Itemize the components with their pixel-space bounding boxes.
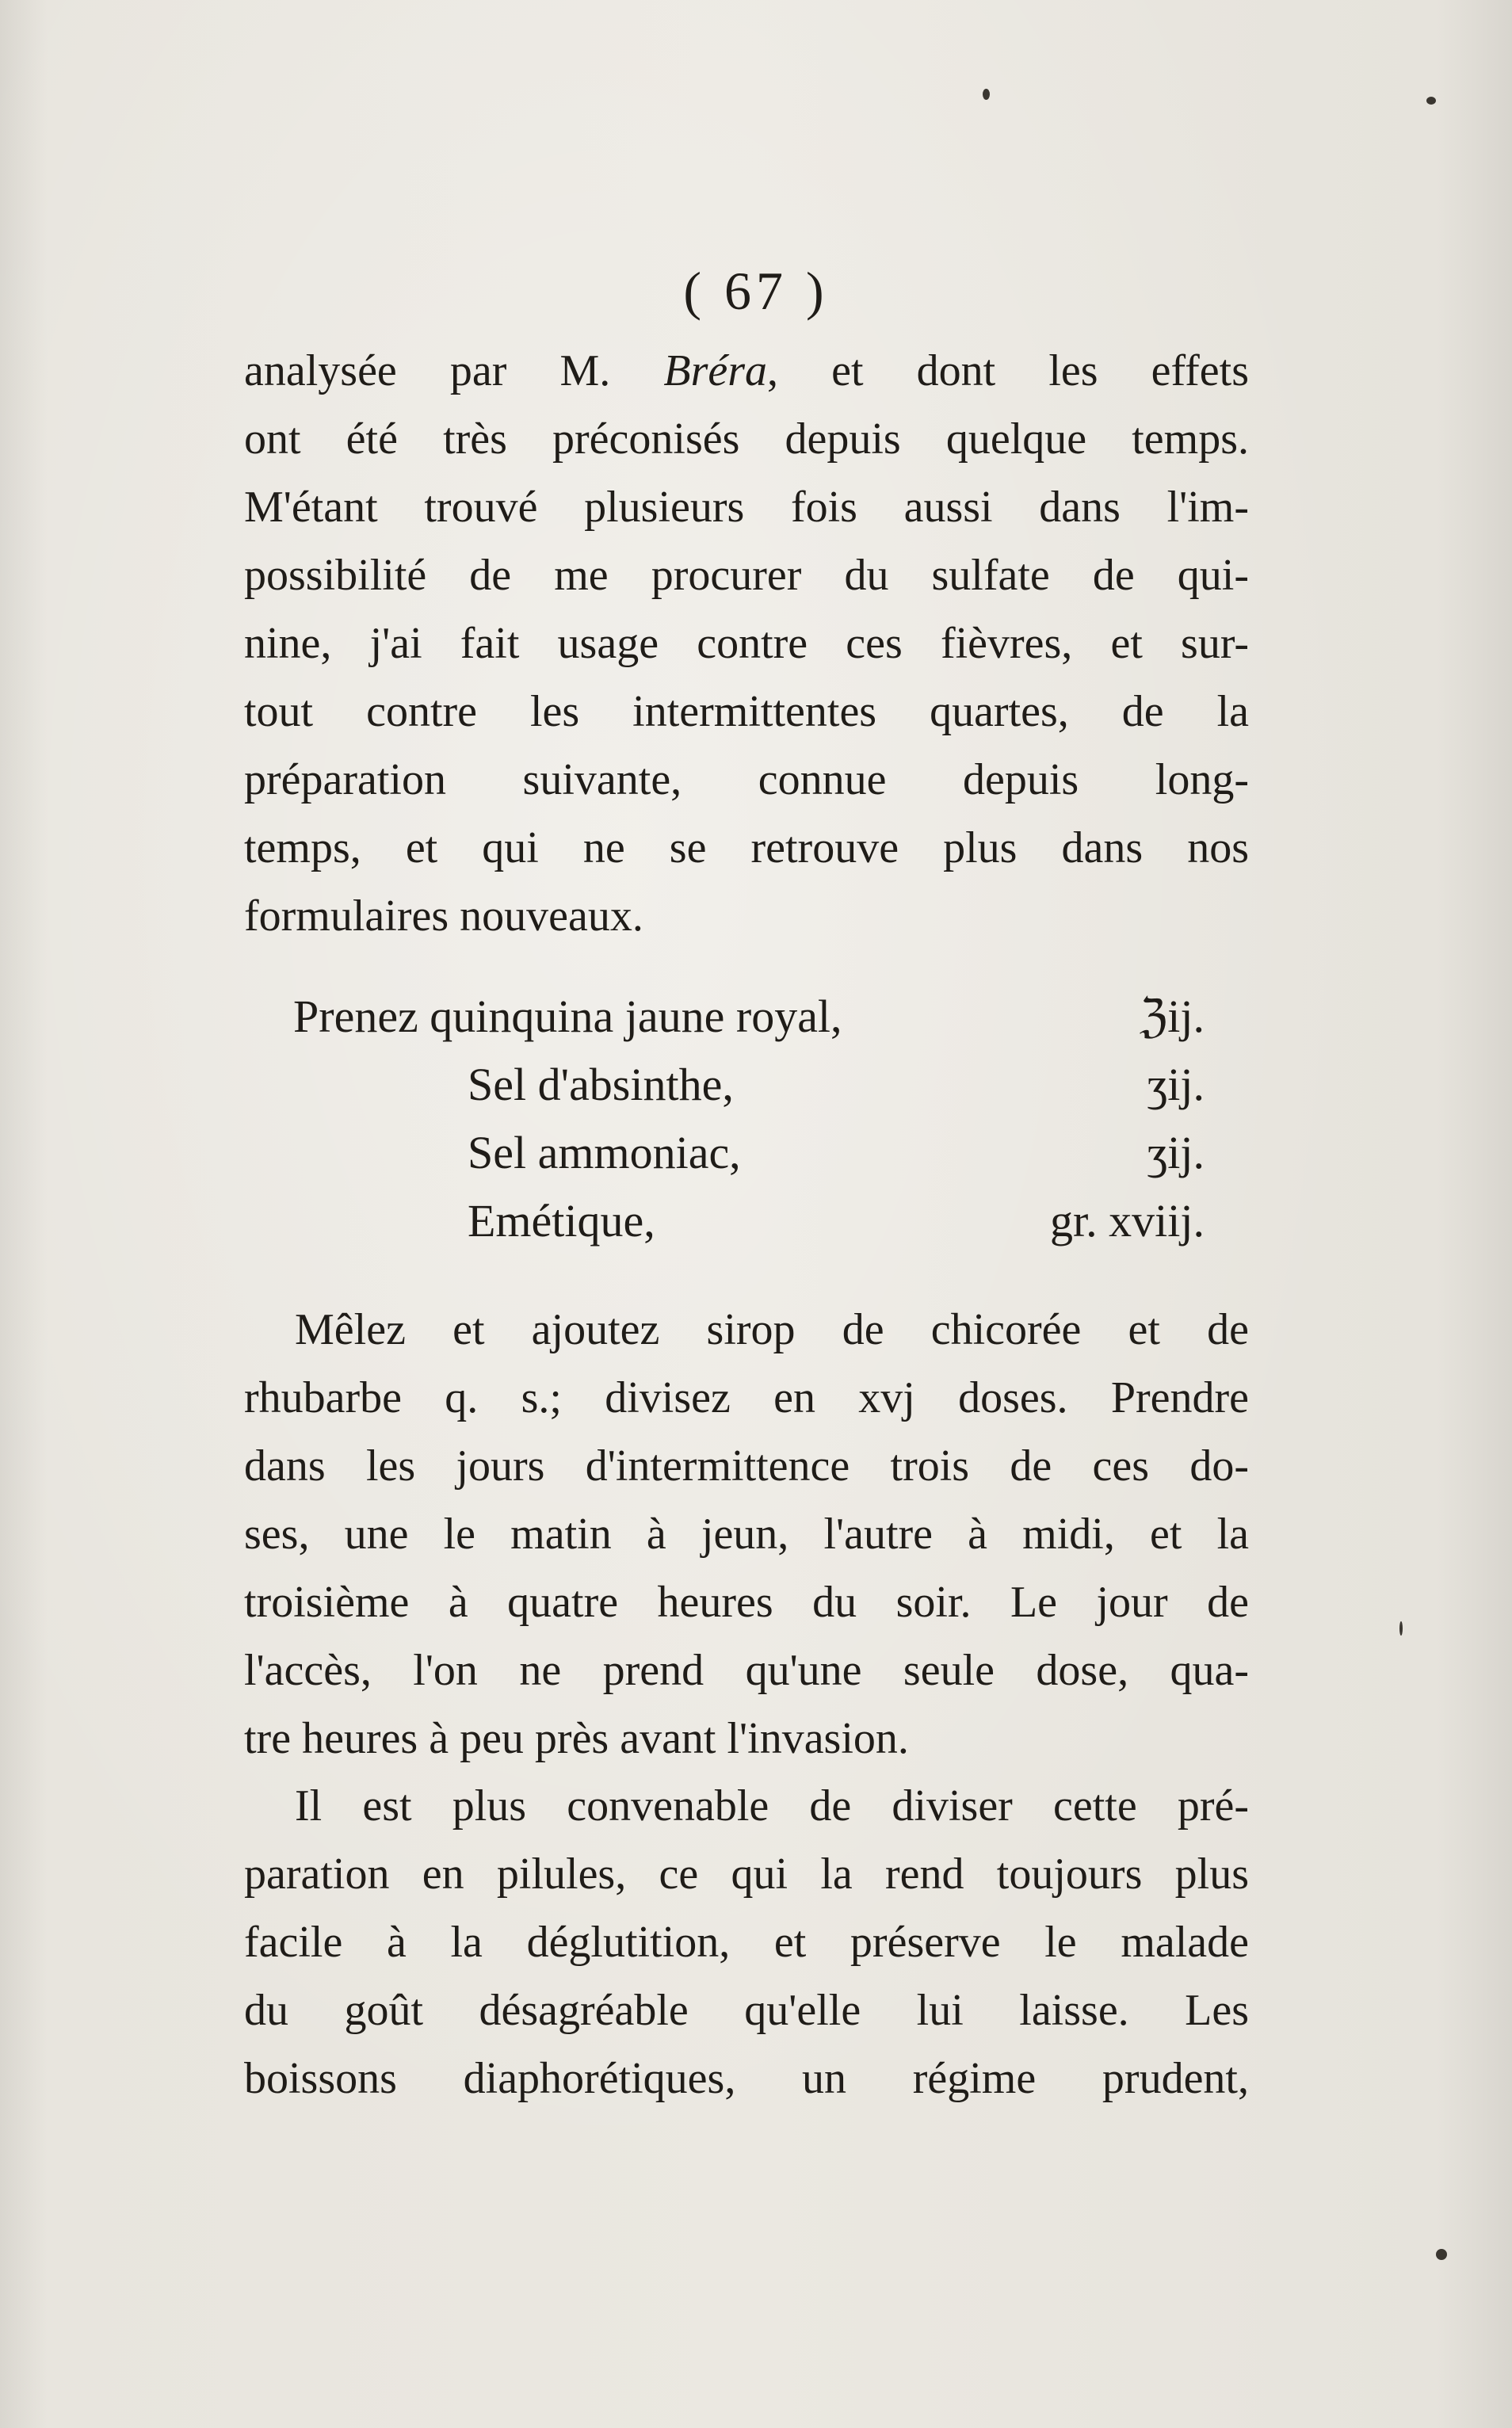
text-line: boissons diaphorétiques, un régime prudent, (244, 2054, 1249, 2103)
ink-speck (1426, 97, 1436, 105)
recipe-row (293, 1051, 1205, 1119)
recipe-row (293, 1187, 1205, 1255)
text-line: paration en pilules, ce qui la rend toujours plus (244, 1850, 1249, 1899)
recipe-row (293, 1119, 1205, 1187)
text-line: temps, et qui ne se retrouve plus dans nos (244, 823, 1249, 872)
text-line: ont été très préconisés depuis quelque temps. (244, 414, 1249, 464)
text-line: préparation suivante, connue depuis long- (244, 755, 1249, 804)
text-line: Mêlez et ajoutez sirop de chicorée et de (295, 1305, 1249, 1354)
text-line: troisième à quatre heures du soir. Le jour de (244, 1578, 1249, 1627)
recipe-row (293, 983, 1205, 1051)
text-line: possibilité de me procurer du sulfate de qui- (244, 551, 1249, 600)
recipe-quantity: gr. xviij. (1050, 1195, 1205, 1246)
ink-speck (1399, 1621, 1403, 1636)
text-line: analysée par M. Bréra, et dont les effets (244, 346, 1249, 395)
recipe-quantity: ℨij. (1139, 991, 1205, 1042)
text-line: rhubarbe q. s.; divisez en xvj doses. Prendre (244, 1373, 1249, 1422)
paragraph-3 (244, 1772, 1249, 2113)
recipe-ingredient: Emétique, (468, 1195, 655, 1246)
recipe-ingredient: Prenez quinquina jaune royal, (293, 991, 842, 1042)
ink-speck (983, 89, 990, 100)
text-line: l'accès, l'on ne prend qu'une seule dose, qua- (244, 1646, 1249, 1695)
recipe-quantity: ʒij. (1147, 1059, 1205, 1110)
text-line: M'étant trouvé plusieurs fois aussi dans l'im- (244, 483, 1249, 532)
recipe-list (293, 983, 1205, 1255)
recipe-quantity: ʒij. (1147, 1127, 1205, 1178)
ink-speck (1436, 2249, 1447, 2260)
text-line: tout contre les intermittentes quartes, de la (244, 687, 1249, 736)
text-line: facile à la déglutition, et préserve le malade (244, 1918, 1249, 1967)
text-line: Il est plus convenable de diviser cette pré- (295, 1781, 1249, 1831)
text-line: dans les jours d'intermittence trois de ces do- (244, 1441, 1249, 1491)
text-line: ses, une le matin à jeun, l'autre à midi, et la (244, 1510, 1249, 1559)
paragraph-2 (244, 1296, 1249, 1773)
recipe-ingredient: Sel d'absinthe, (468, 1059, 734, 1110)
paragraph-1 (244, 337, 1249, 950)
author-name: Bréra (663, 346, 768, 395)
text-line: formulaires nouveaux. (244, 891, 643, 941)
text-line: tre heures à peu près avant l'invasion. (244, 1714, 909, 1763)
recipe-ingredient: Sel ammoniac, (468, 1127, 741, 1178)
text-line: du goût désagréable qu'elle lui laisse. Les (244, 1986, 1249, 2035)
page-number: ( 67 ) (683, 261, 829, 321)
text-line: nine, j'ai fait usage contre ces fièvres, et sur- (244, 619, 1249, 668)
